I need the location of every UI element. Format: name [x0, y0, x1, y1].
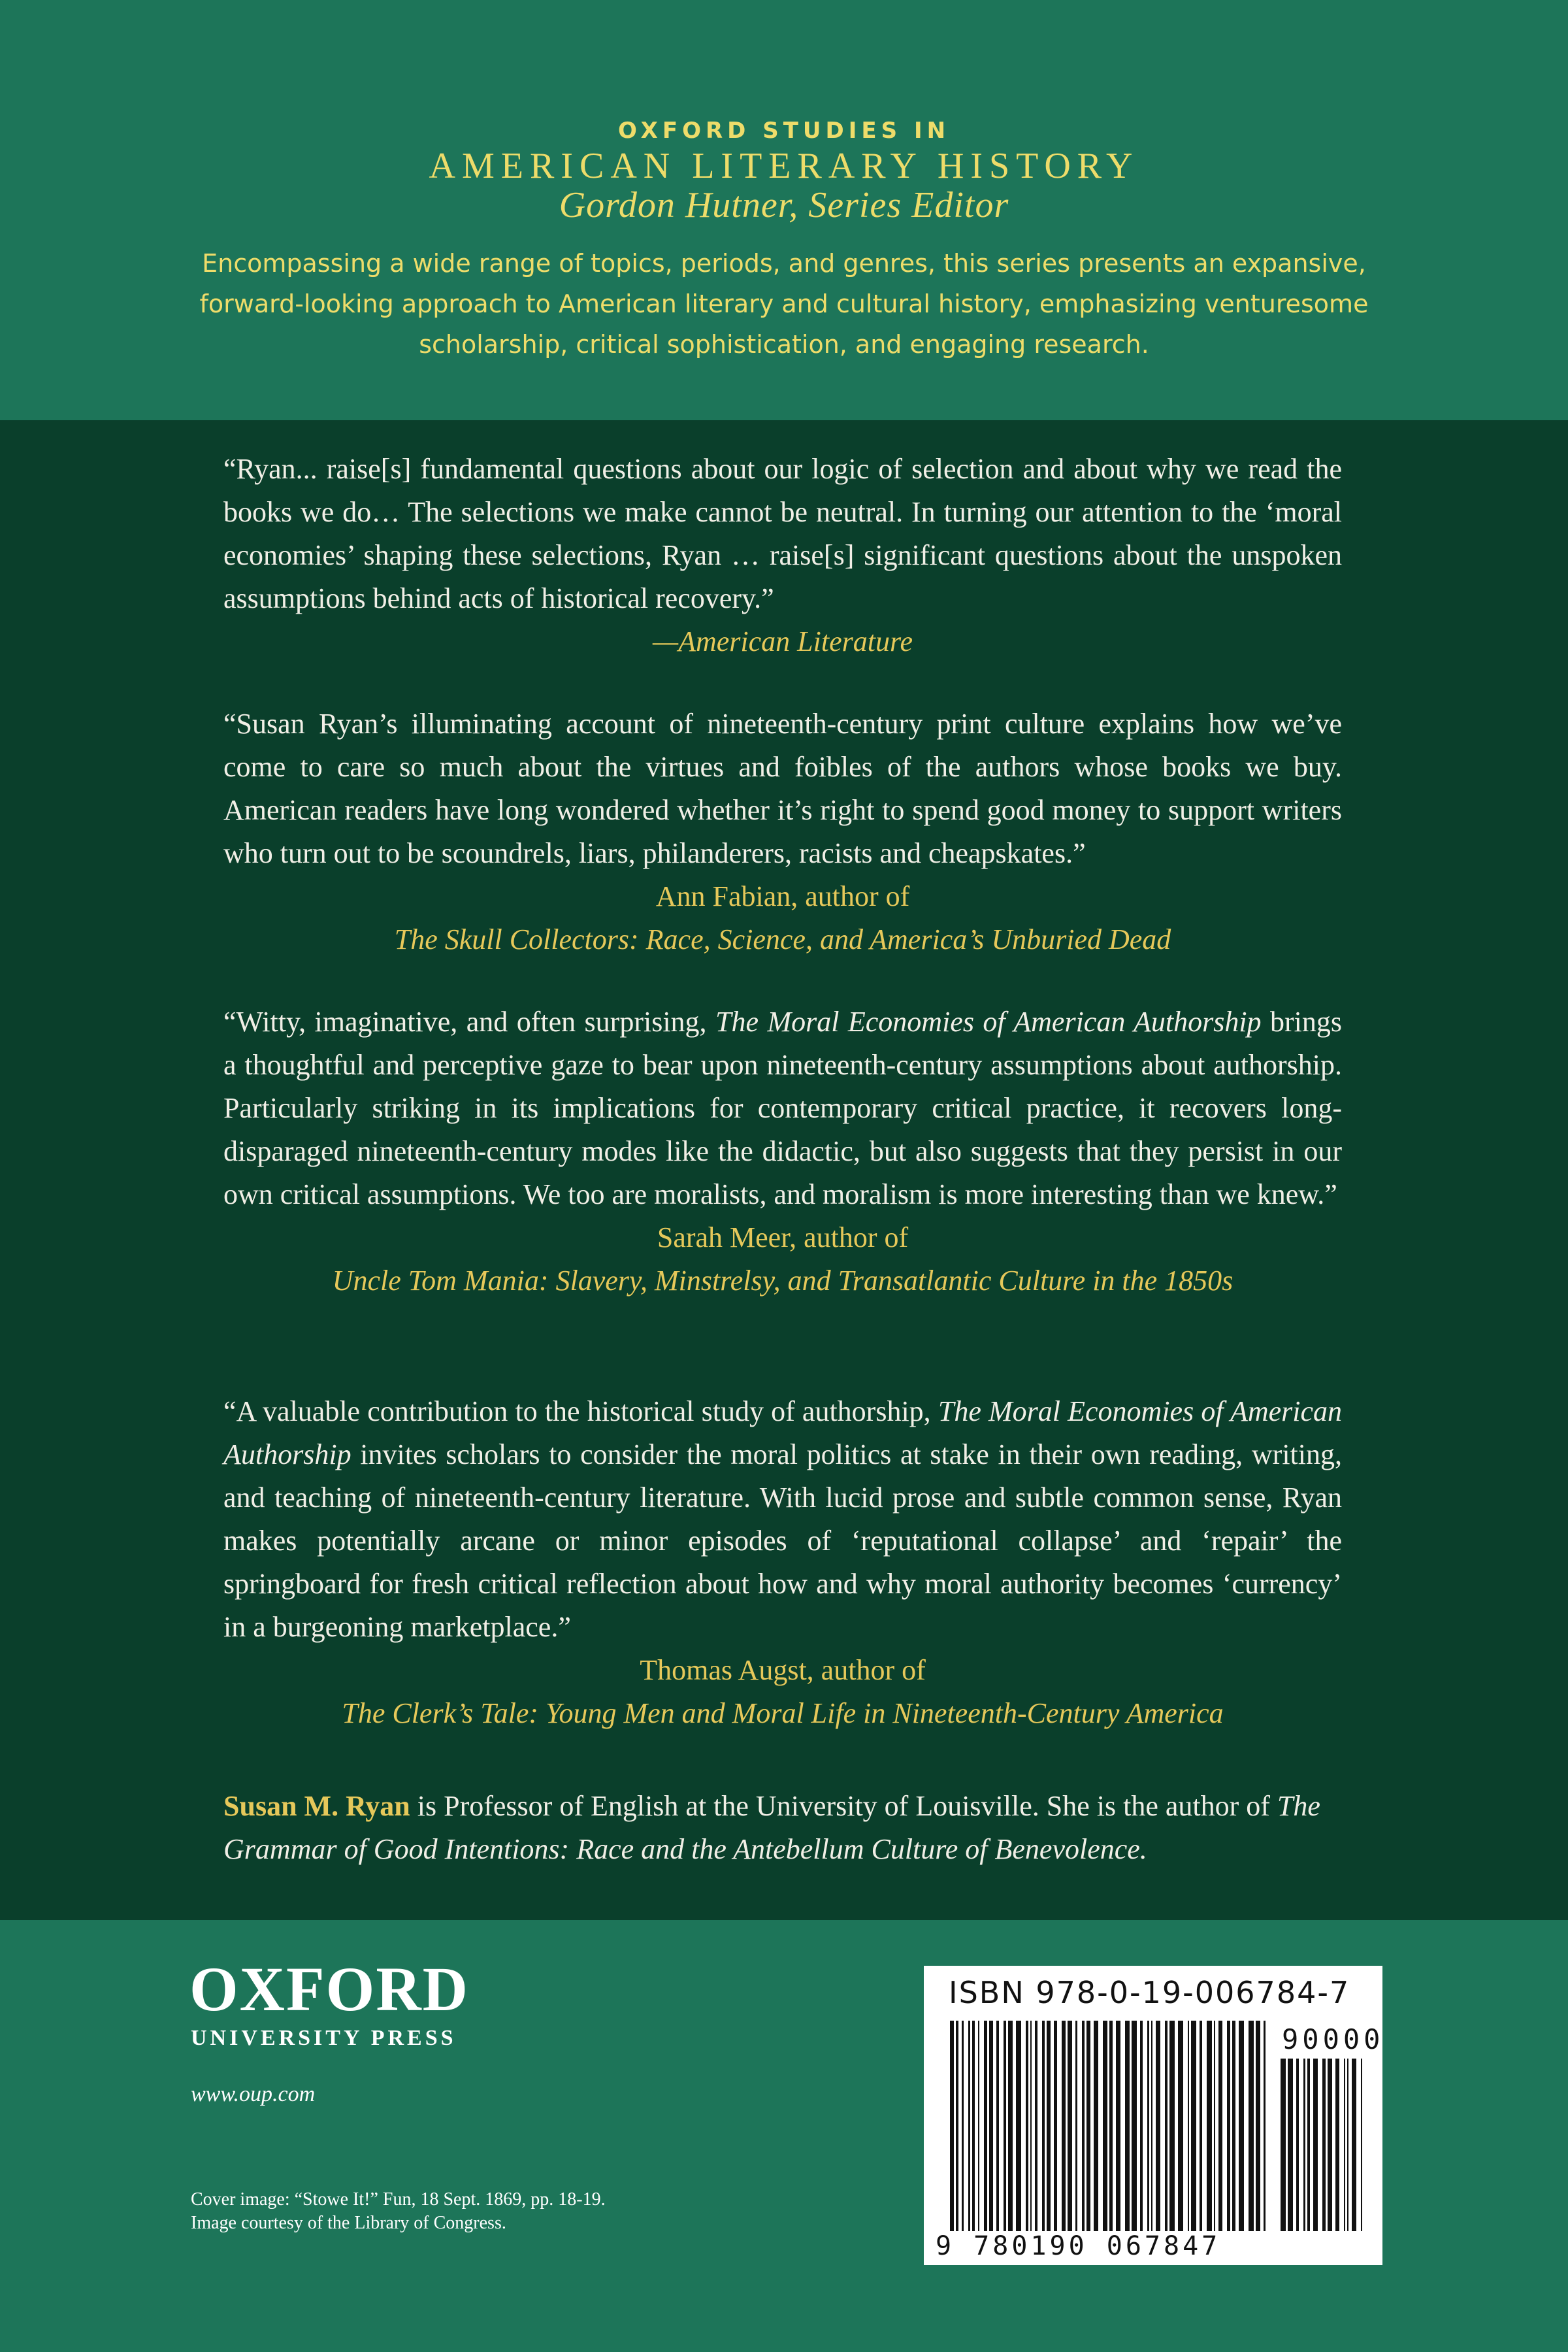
review-sarah-meer — [223, 1001, 1342, 1302]
quote-book-title: The Moral Economies of American Authorship — [223, 1395, 1343, 1470]
barcode-bars — [950, 2021, 1270, 2231]
series-title: AMERICAN LITERARY HISTORY — [429, 146, 1139, 186]
quote-rest: invites scholars to consider the moral politics at stake in their own reading, writing, and teaching of nineteenth-century literature. With lucid prose and subtle common sense, Ryan makes potentially arcane or minor episodes of ‘reputational collapse’ and ‘repair’ the springboard for fresh critical reflection about how and why moral authority becomes ‘currency’ in a burgeoning marketplace.” — [223, 1438, 1342, 1643]
series-band — [0, 0, 1568, 420]
review-book-title: Uncle Tom Mania: Slavery, Minstrelsy, and Transatlantic Culture in the 1850s — [332, 1265, 1233, 1297]
review-attribution: Ann Fabian, author of — [655, 880, 910, 912]
quote-start: “A valuable contribution to the historical study of authorship, — [223, 1395, 938, 1427]
barcode-digits: 9 780190 067847 — [936, 2231, 1221, 2261]
quote-rest: brings a thoughtful and perceptive gaze to bear upon nineteenth-century assumptions about authorship. Particularly striking in its implications for contemporary critical practice, it recovers long-disparaged nineteenth-century modes like the didactic, but also suggests that they persist in our own critical assumptions. We too are moralists, and moralism is more interesting than we knew.” — [223, 1006, 1343, 1210]
isbn-text: ISBN 978-0-19-006784-7 — [949, 1975, 1350, 2010]
review-quote — [223, 1390, 1342, 1649]
reviews-section — [0, 420, 1568, 1920]
oxford-press-label: UNIVERSITY PRESS — [191, 2026, 457, 2050]
review-book-title: The Skull Collectors: Race, Science, and America’s Unburied Dead — [394, 923, 1171, 955]
review-thomas-augst — [223, 1390, 1342, 1735]
barcode-label — [924, 1966, 1382, 2265]
review-american-literature — [223, 448, 1342, 663]
review-attribution: Sarah Meer, author of — [657, 1221, 909, 1253]
review-attribution: Thomas Augst, author of — [640, 1654, 926, 1686]
oxford-logo: OXFORD — [189, 1954, 469, 2024]
barcode-addon-bars — [1281, 2059, 1363, 2231]
review-attribution: —American Literature — [653, 625, 913, 657]
quote-book-title: The Moral Economies of American Authorship — [715, 1006, 1262, 1038]
review-quote — [223, 1001, 1342, 1216]
quote-start: “Witty, imaginative, and often surprising, — [223, 1006, 715, 1038]
publisher-band — [0, 1920, 1568, 2352]
series-editor: Gordon Hutner, Series Editor — [559, 185, 1009, 225]
author-bio — [223, 1785, 1342, 1871]
cover-credit — [191, 2188, 779, 2235]
review-ann-fabian — [223, 703, 1342, 961]
review-quote: “Ryan... raise[s] fundamental questions about our logic of selection and about why we read the books we do… The selections we make cannot be neutral. In turning our attention to the ‘moral economies’ shaping these selections, Ryan … raise[s] significant questions about the unspoken assumptions behind acts of historical recovery.” — [223, 453, 1342, 614]
bio-book-title: The Grammar of Good Intentions: Race and the Antebellum Culture of Benevolence. — [223, 1790, 1320, 1865]
credit-line-1: Cover image: “Stowe It!” Fun, 18 Sept. 1869, pp. 18-19. — [191, 2189, 606, 2210]
bio-text: is Professor of English at the University of Louisville. She is the author of — [410, 1790, 1277, 1822]
author-name: Susan M. Ryan — [223, 1790, 410, 1822]
review-book-title: The Clerk’s Tale: Young Men and Moral Life in Nineteenth-Century America — [342, 1697, 1224, 1729]
review-quote: “Susan Ryan’s illuminating account of nineteenth-century print culture explains how we’ve come to care so much about the virtues and foibles of the authors whose books we buy. American readers have long wondered whether it’s right to spend good money to support writers who turn out to be scoundrels, liars, philanderers, racists and cheapskates.” — [223, 708, 1342, 869]
credit-line-2: Image courtesy of the Library of Congress. — [191, 2213, 506, 2233]
publisher-url: www.oup.com — [191, 2082, 316, 2106]
series-kicker: OXFORD STUDIES IN — [617, 118, 951, 144]
series-description: Encompassing a wide range of topics, periods, and genres, this series presents an expansive, forward-looking approach to American literary and cultural history, emphasizing venturesome scholarship, critical sophistication, and engaging research. — [199, 249, 1369, 359]
barcode-addon-digits: 90000 — [1282, 2023, 1384, 2055]
